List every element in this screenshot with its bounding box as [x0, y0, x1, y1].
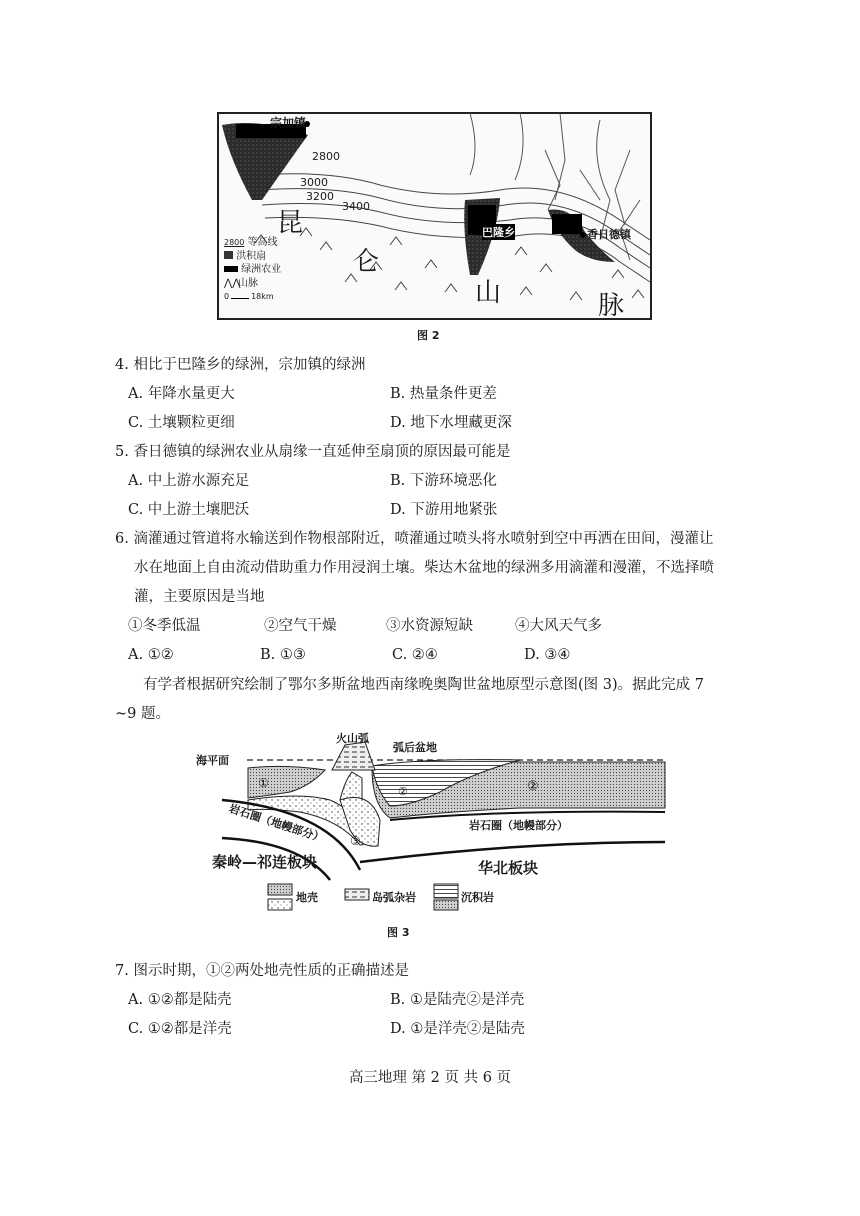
question-6-line-1: 6. 滴灌通过管道将水输送到作物根部附近，喷灌通过喷头将水喷射到空中再洒在田间，漫灌让: [115, 531, 714, 547]
mountain-legend-icon: ⋀⋀: [224, 277, 241, 289]
scale-zero: 0: [224, 292, 230, 301]
intro-line-2: ~9 题。: [115, 706, 170, 722]
legend-crust: 地壳: [296, 891, 318, 904]
label-lithosphere-left: 岩石圈（地幔部分）: [227, 801, 326, 845]
label-volcanic-arc: 火山弧: [336, 732, 369, 745]
label-zongjia: 宗加镇: [270, 116, 307, 130]
label-qinling-qilian-plate: 秦岭—祁连板块: [212, 853, 318, 871]
label-lithosphere-right: 岩石圈（地幔部分）: [469, 819, 568, 832]
legend-arc-rock: 岛弧杂岩: [372, 891, 416, 904]
legend-contour-sample: 2800: [224, 238, 245, 247]
figure-2-caption: 图 2: [417, 329, 440, 342]
contour-label-3000: 3000: [300, 176, 328, 189]
q7-option-d: D. ①是洋壳②是陆壳: [390, 1021, 525, 1037]
q7-option-b: B. ①是陆壳②是洋壳: [390, 992, 525, 1008]
q6-item-4: ④大风天气多: [515, 618, 602, 634]
question-5-stem: 5. 香日德镇的绿洲农业从扇缘一直延伸至扇顶的原因最可能是: [115, 444, 511, 460]
question-6-line-2: 水在地面上自由流动借助重力作用浸润土壤。柴达木盆地的绿洲多用滴灌和漫灌，不选择喷: [134, 560, 714, 576]
intro-line-1: 有学者根据研究绘制了鄂尔多斯盆地西南缘晚奥陶世盆地原型示意图(图 3)。据此完成 7: [143, 677, 704, 693]
q6-option-c: C. ②④: [392, 647, 438, 663]
label-north-china-plate: 华北板块: [478, 859, 539, 877]
q6-item-2: ②空气干燥: [264, 618, 337, 634]
question-6-line-3: 灌，主要原因是当地: [134, 589, 265, 605]
mountain-char-4: 脉: [598, 291, 625, 321]
legend-contour: 等高线: [247, 237, 278, 248]
label-region-3: ③: [350, 834, 361, 848]
legend-oasis: 绿洲农业: [241, 264, 282, 275]
contour-label-2800: 2800: [312, 150, 340, 163]
label-region-2: ②: [527, 779, 539, 794]
label-xiangride: 香日德镇: [587, 228, 631, 241]
q6-option-b: B. ①③: [260, 647, 306, 663]
q7-option-c: C. ①②都是洋壳: [128, 1021, 232, 1037]
mountain-char-3: 山: [475, 278, 502, 308]
q5-option-b: B. 下游环境恶化: [390, 473, 497, 489]
q5-option-c: C. 中上游土壤肥沃: [128, 502, 250, 518]
q5-option-d: D. 下游用地紧张: [390, 502, 498, 518]
page-footer: 高三地理 第 2 页 共 6 页: [348, 1070, 512, 1086]
scale-length: 18km: [251, 292, 274, 301]
q4-option-a: A. 年降水量更大: [128, 386, 235, 402]
label-sea-level: 海平面: [196, 754, 229, 767]
mountain-char-2: 仑: [353, 247, 380, 277]
legend-mountain: 山脉: [238, 277, 258, 289]
legend-sediment: 沉积岩: [461, 891, 494, 904]
q6-option-d: D. ③④: [524, 647, 571, 663]
q5-option-a: A. 中上游水源充足: [128, 473, 250, 489]
label-back-arc-basin: 弧后盆地: [393, 741, 437, 754]
legend-fan: 洪积扇: [236, 250, 267, 262]
q6-item-3: ③水资源短缺: [386, 618, 473, 634]
q6-item-1: ①冬季低温: [128, 618, 201, 634]
contour-label-3400: 3400: [342, 200, 370, 213]
q6-option-a: A. ①②: [128, 647, 174, 663]
question-4-stem: 4. 相比于巴隆乡的绿洲，宗加镇的绿洲: [115, 357, 366, 373]
contour-label-3200: 3200: [306, 190, 334, 203]
q4-option-d: D. 地下水埋藏更深: [390, 415, 512, 431]
figure-3-caption: 图 3: [387, 926, 410, 939]
q4-option-c: C. 土壤颗粒更细: [128, 415, 235, 431]
label-region-2-inner: ②: [398, 785, 408, 798]
q7-option-a: A. ①②都是陆壳: [128, 992, 232, 1008]
label-region-1: ①: [258, 776, 269, 790]
q4-option-b: B. 热量条件更差: [390, 386, 497, 402]
question-7-stem: 7. 图示时期，①②两处地壳性质的正确描述是: [115, 963, 409, 979]
label-balong: 巴隆乡: [482, 226, 515, 239]
mountain-char-1: 昆: [277, 208, 304, 238]
